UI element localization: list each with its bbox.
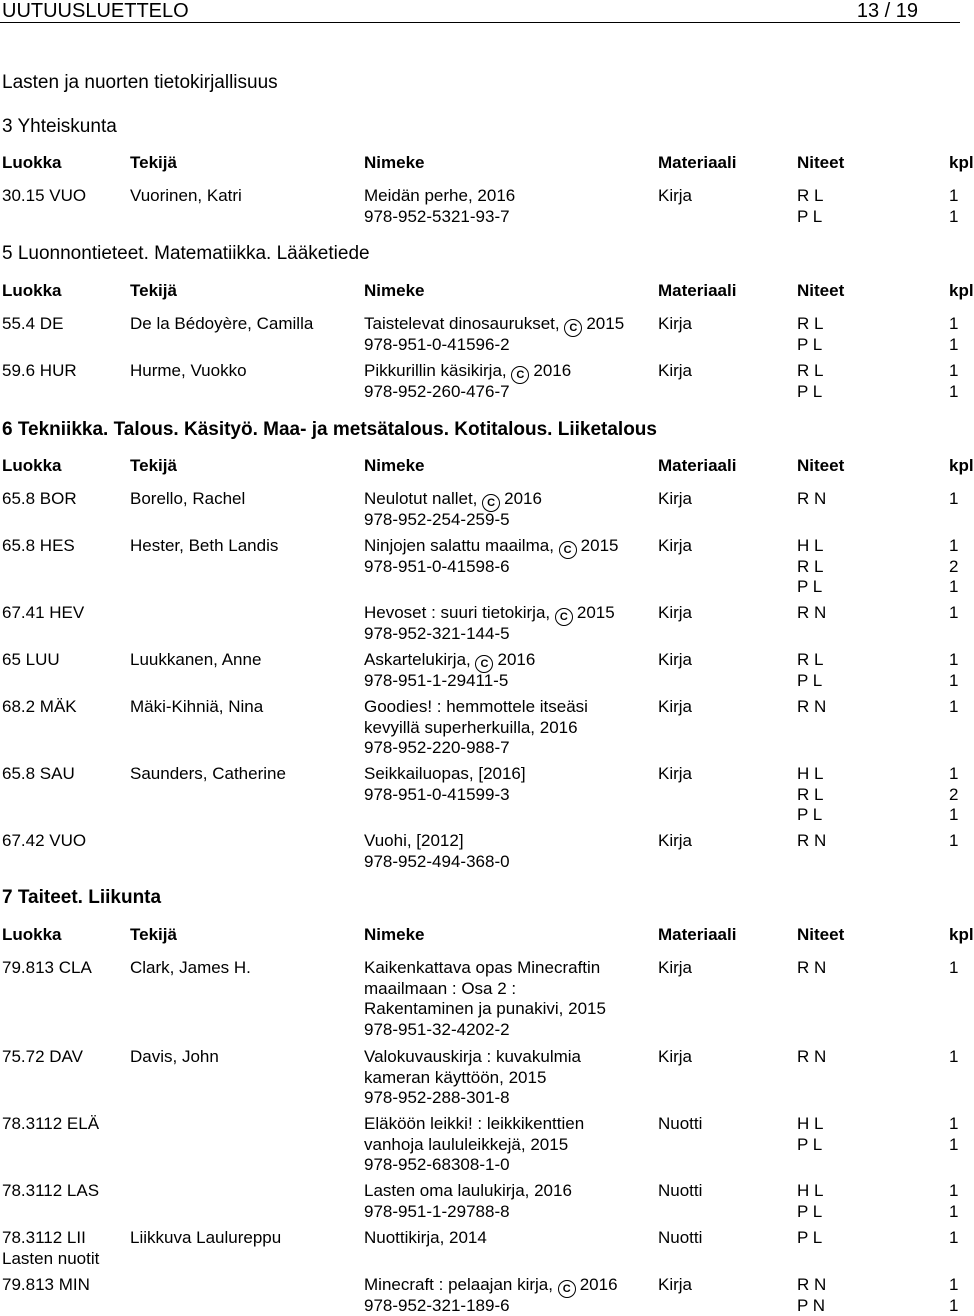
page-header <box>0 0 960 23</box>
column-header-luokka: Luokka <box>2 153 62 172</box>
title-cell <box>364 1228 487 1249</box>
title-line: Seikkailuopas, [2016] <box>364 764 526 783</box>
isbn-line: 978-952-68308-1-0 <box>364 1155 510 1175</box>
copy-location: R L <box>797 314 824 333</box>
copies-cell <box>797 1047 826 1068</box>
count-cell <box>949 1275 958 1316</box>
classification-line: 78.3112 LAS <box>2 1181 100 1200</box>
copy-location: R N <box>797 1275 827 1294</box>
copy-count: 1 <box>949 650 959 669</box>
classification-line: 79.813 CLA <box>2 958 92 977</box>
classification-cell <box>2 1047 83 1068</box>
count-cell <box>949 361 958 402</box>
classification-cell <box>2 361 77 382</box>
copy-count: 1 <box>949 314 959 333</box>
title-cell <box>364 1181 572 1222</box>
copy-location: P L <box>797 381 823 401</box>
column-header-tekija: Tekijä <box>130 456 177 475</box>
material-cell: Kirja <box>658 1275 693 1294</box>
copy-count: 1 <box>949 1275 959 1294</box>
copy-count: 1 <box>949 361 959 380</box>
author-cell: Davis, John <box>130 1047 219 1066</box>
copies-cell <box>797 603 826 624</box>
copy-count: 1 <box>949 381 959 401</box>
author-cell: De la Bédoyère, Camilla <box>130 314 314 333</box>
copy-count: 1 <box>949 1295 959 1315</box>
author-cell: Vuorinen, Katri <box>130 186 242 205</box>
title-cell <box>364 489 542 530</box>
copy-location: P L <box>797 670 823 690</box>
material-cell: Kirja <box>658 1047 693 1066</box>
copy-count: 1 <box>949 764 959 783</box>
column-header-niteet: Niteet <box>797 456 845 475</box>
copy-count: 1 <box>949 831 959 850</box>
isbn-line: 978-952-494-368-0 <box>364 851 510 871</box>
material-cell: Kirja <box>658 186 693 205</box>
title-cell <box>364 764 526 805</box>
author-cell: Luukkanen, Anne <box>130 650 262 669</box>
copy-count: 1 <box>949 697 959 716</box>
title-line: Neulotut nallet, C 2016 <box>364 489 542 510</box>
count-cell <box>949 1114 958 1155</box>
material-cell: Nuotti <box>658 1114 703 1133</box>
column-header-row <box>0 456 974 476</box>
isbn-line: 978-952-5321-93-7 <box>364 206 510 226</box>
column-header-nimeke: Nimeke <box>364 925 425 944</box>
copy-location: P L <box>797 206 823 226</box>
classification-line: 75.72 DAV <box>2 1047 83 1066</box>
copy-location: R N <box>797 831 827 850</box>
column-header-row <box>0 925 974 945</box>
copy-count: 1 <box>949 536 959 555</box>
classification-cell <box>2 489 77 510</box>
column-header-luokka: Luokka <box>2 925 62 944</box>
material-cell: Kirja <box>658 697 693 716</box>
section-title: 7 Taiteet. Liikunta <box>2 887 162 908</box>
copy-location: P L <box>797 805 823 825</box>
copy-location: P L <box>797 1134 823 1154</box>
column-header-nimeke: Nimeke <box>364 281 425 300</box>
copy-location: P L <box>797 1201 823 1221</box>
copyright-icon: C <box>558 1280 576 1298</box>
material-cell: Kirja <box>658 489 693 508</box>
copies-cell <box>797 361 823 402</box>
copy-count: 1 <box>949 186 959 205</box>
title-line: Rakentaminen ja punakivi, 2015 <box>364 999 606 1019</box>
author-cell: Saunders, Catherine <box>130 764 286 783</box>
title-line: Pikkurillin käsikirja, C 2016 <box>364 361 571 382</box>
copy-count: 1 <box>949 670 959 690</box>
title-line: Nuottikirja, 2014 <box>364 1228 487 1247</box>
copy-location: R L <box>797 556 824 576</box>
isbn-line: 978-951-0-41599-3 <box>364 784 510 804</box>
title-line: Eläköön leikki! : leikkikenttien <box>364 1114 585 1133</box>
title-cell <box>364 536 618 577</box>
copy-count: 1 <box>949 206 959 226</box>
classification-cell <box>2 650 60 671</box>
classification-line: 65 LUU <box>2 650 60 669</box>
material-cell: Nuotti <box>658 1181 703 1200</box>
column-header-tekija: Tekijä <box>130 281 177 300</box>
copy-count: 1 <box>949 1181 959 1200</box>
classification-cell <box>2 1181 99 1202</box>
count-cell <box>949 314 958 355</box>
material-cell: Nuotti <box>658 1228 703 1247</box>
material-cell: Kirja <box>658 764 693 783</box>
copy-location: H L <box>797 764 824 783</box>
classification-cell <box>2 764 75 785</box>
title-cell <box>364 1114 584 1176</box>
material-cell: Kirja <box>658 831 693 850</box>
copy-location: R L <box>797 361 824 380</box>
material-cell: Kirja <box>658 314 693 333</box>
title-cell <box>364 1047 581 1109</box>
category-title: Lasten ja nuorten tietokirjallisuus <box>2 72 278 93</box>
copies-cell <box>797 489 826 510</box>
section-title: 5 Luonnontieteet. Matematiikka. Lääketiede <box>2 243 370 264</box>
isbn-line: 978-952-254-259-5 <box>364 509 510 529</box>
copy-count: 1 <box>949 1201 959 1221</box>
title-line: Vuohi, [2012] <box>364 831 464 850</box>
title-cell <box>364 831 510 872</box>
copy-location: R N <box>797 489 827 508</box>
title-cell <box>364 650 535 691</box>
title-line: Meidän perhe, 2016 <box>364 186 516 205</box>
column-header-kpl: kpl <box>949 456 974 475</box>
copy-count: 1 <box>949 805 959 825</box>
copy-count: 1 <box>949 603 959 622</box>
author-cell: Liikkuva Laulureppu <box>130 1228 282 1247</box>
copy-count: 1 <box>949 1134 959 1154</box>
count-cell <box>949 1181 958 1222</box>
column-header-materiaali: Materiaali <box>658 153 737 172</box>
count-cell <box>949 1228 958 1249</box>
copyright-icon: C <box>559 541 577 559</box>
classification-cell <box>2 1228 99 1269</box>
count-cell <box>949 536 958 598</box>
isbn-line: 978-952-321-189-6 <box>364 1295 510 1315</box>
classification-line: Lasten nuotit <box>2 1248 100 1268</box>
copies-cell <box>797 1181 823 1222</box>
column-header-nimeke: Nimeke <box>364 456 425 475</box>
isbn-line: 978-951-0-41598-6 <box>364 556 510 576</box>
column-header-row <box>0 153 974 173</box>
copyright-icon: C <box>475 655 493 673</box>
classification-line: 79.813 MIN <box>2 1275 90 1294</box>
classification-cell <box>2 1114 99 1135</box>
material-cell: Kirja <box>658 361 693 380</box>
copy-location: P L <box>797 334 823 354</box>
copy-location: R N <box>797 697 827 716</box>
copies-cell <box>797 1228 822 1249</box>
copy-count: 1 <box>949 1047 959 1066</box>
isbn-line: 978-951-1-29788-8 <box>364 1201 510 1221</box>
column-header-materiaali: Materiaali <box>658 281 737 300</box>
copies-cell <box>797 764 823 826</box>
isbn-line: 978-951-1-29411-5 <box>364 670 509 690</box>
copyright-icon: C <box>555 608 573 626</box>
document-title: UUTUUSLUETTELO <box>2 0 189 22</box>
column-header-luokka: Luokka <box>2 456 62 475</box>
classification-line: 65.8 BOR <box>2 489 77 508</box>
author-cell: Clark, James H. <box>130 958 251 977</box>
author-cell: Mäki-Kihniä, Nina <box>130 697 264 716</box>
copies-cell <box>797 186 823 227</box>
author-cell: Hester, Beth Landis <box>130 536 279 555</box>
classification-cell <box>2 314 63 335</box>
section-title: 3 Yhteiskunta <box>2 116 117 137</box>
copy-count: 1 <box>949 489 959 508</box>
classification-cell <box>2 697 77 718</box>
copy-count: 1 <box>949 1228 959 1247</box>
column-header-kpl: kpl <box>949 281 974 300</box>
author-cell: Hurme, Vuokko <box>130 361 247 380</box>
column-header-row <box>0 281 974 301</box>
column-header-luokka: Luokka <box>2 281 62 300</box>
title-line: Valokuvauskirja : kuvakulmia <box>364 1047 581 1066</box>
copy-count: 1 <box>949 958 959 977</box>
material-cell: Kirja <box>658 536 693 555</box>
classification-line: 30.15 VUO <box>2 186 87 205</box>
copy-count: 2 <box>949 556 959 576</box>
copies-cell <box>797 697 826 718</box>
copy-location: R L <box>797 650 824 669</box>
isbn-line: 978-951-32-4202-2 <box>364 1020 510 1040</box>
isbn-line: 978-951-0-41596-2 <box>364 334 510 354</box>
count-cell <box>949 186 958 227</box>
classification-line: 59.6 HUR <box>2 361 77 380</box>
copy-location: H L <box>797 1181 824 1200</box>
title-line: Kaikenkattava opas Minecraftin <box>364 958 601 977</box>
column-header-niteet: Niteet <box>797 925 845 944</box>
count-cell <box>949 831 958 852</box>
copy-count: 1 <box>949 577 959 597</box>
title-line: Ninjojen salattu maailma, C 2015 <box>364 536 618 557</box>
classification-line: 78.3112 ELÄ <box>2 1114 100 1133</box>
title-cell <box>364 314 624 355</box>
title-line: Goodies! : hemmottele itseäsi <box>364 697 588 716</box>
classification-line: 67.42 VUO <box>2 831 87 850</box>
title-line: Taistelevat dinosaurukset, C 2015 <box>364 314 624 335</box>
copy-location: H L <box>797 536 824 555</box>
copy-count: 2 <box>949 784 959 804</box>
count-cell <box>949 697 958 718</box>
copy-location: R L <box>797 784 824 804</box>
copy-location: P N <box>797 1295 826 1315</box>
classification-line: 65.8 SAU <box>2 764 75 783</box>
copies-cell <box>797 958 826 979</box>
copy-location: R N <box>797 1047 827 1066</box>
count-cell <box>949 603 958 624</box>
classification-cell <box>2 603 84 624</box>
title-line: kameran käyttöön, 2015 <box>364 1067 547 1087</box>
count-cell <box>949 650 958 691</box>
title-line: kevyillä superherkuilla, 2016 <box>364 717 578 737</box>
classification-line: 65.8 HES <box>2 536 75 555</box>
author-cell: Borello, Rachel <box>130 489 246 508</box>
copies-cell <box>797 1275 826 1316</box>
column-header-kpl: kpl <box>949 153 974 172</box>
title-line: Minecraft : pelaajan kirja, C 2016 <box>364 1275 618 1296</box>
isbn-line: 978-952-260-476-7 <box>364 381 510 401</box>
title-cell <box>364 958 606 1041</box>
copyright-icon: C <box>511 366 529 384</box>
title-line: Lasten oma laulukirja, 2016 <box>364 1181 572 1200</box>
title-line: Hevoset : suuri tietokirja, C 2015 <box>364 603 615 624</box>
classification-cell <box>2 536 75 557</box>
classification-cell <box>2 958 92 979</box>
copies-cell <box>797 831 826 852</box>
column-header-nimeke: Nimeke <box>364 153 425 172</box>
column-header-tekija: Tekijä <box>130 153 177 172</box>
classification-line: 68.2 MÄK <box>2 697 77 716</box>
column-header-materiaali: Materiaali <box>658 456 737 475</box>
classification-line: 67.41 HEV <box>2 603 85 622</box>
title-cell <box>364 1275 618 1316</box>
copy-count: 1 <box>949 334 959 354</box>
column-header-tekija: Tekijä <box>130 925 177 944</box>
copy-location: R L <box>797 186 824 205</box>
title-cell <box>364 697 588 759</box>
isbn-line: 978-952-220-988-7 <box>364 738 510 758</box>
title-cell <box>364 186 515 227</box>
copies-cell <box>797 1114 823 1155</box>
material-cell: Kirja <box>658 603 693 622</box>
count-cell <box>949 489 958 510</box>
title-line: Askartelukirja, C 2016 <box>364 650 535 671</box>
count-cell <box>949 958 958 979</box>
count-cell <box>949 764 958 826</box>
classification-cell <box>2 831 86 852</box>
copy-location: P L <box>797 1228 823 1247</box>
copy-location: R N <box>797 958 827 977</box>
material-cell: Kirja <box>658 958 693 977</box>
column-header-niteet: Niteet <box>797 281 845 300</box>
copyright-icon: C <box>564 319 582 337</box>
title-cell <box>364 361 571 402</box>
count-cell <box>949 1047 958 1068</box>
copy-location: R N <box>797 603 827 622</box>
copy-location: P L <box>797 577 823 597</box>
page-number: 13 / 19 <box>856 0 918 22</box>
column-header-kpl: kpl <box>949 925 974 944</box>
material-cell: Kirja <box>658 650 693 669</box>
title-line: maailmaan : Osa 2 : <box>364 978 517 998</box>
copies-cell <box>797 314 823 355</box>
classification-cell <box>2 1275 90 1296</box>
copyright-icon: C <box>482 494 500 512</box>
copy-location: H L <box>797 1114 824 1133</box>
copies-cell <box>797 536 823 598</box>
copies-cell <box>797 650 823 691</box>
column-header-materiaali: Materiaali <box>658 925 737 944</box>
title-cell <box>364 603 615 644</box>
classification-cell <box>2 186 86 207</box>
isbn-line: 978-952-321-144-5 <box>364 623 510 643</box>
column-header-niteet: Niteet <box>797 153 845 172</box>
copy-count: 1 <box>949 1114 959 1133</box>
section-title: 6 Tekniikka. Talous. Käsityö. Maa- ja metsätalous. Kotitalous. Liiketalous <box>2 419 657 440</box>
isbn-line: 978-952-288-301-8 <box>364 1088 510 1108</box>
classification-line: 55.4 DE <box>2 314 64 333</box>
title-line: vanhoja laululeikkejä, 2015 <box>364 1134 569 1154</box>
classification-line: 78.3112 LII <box>2 1228 86 1247</box>
